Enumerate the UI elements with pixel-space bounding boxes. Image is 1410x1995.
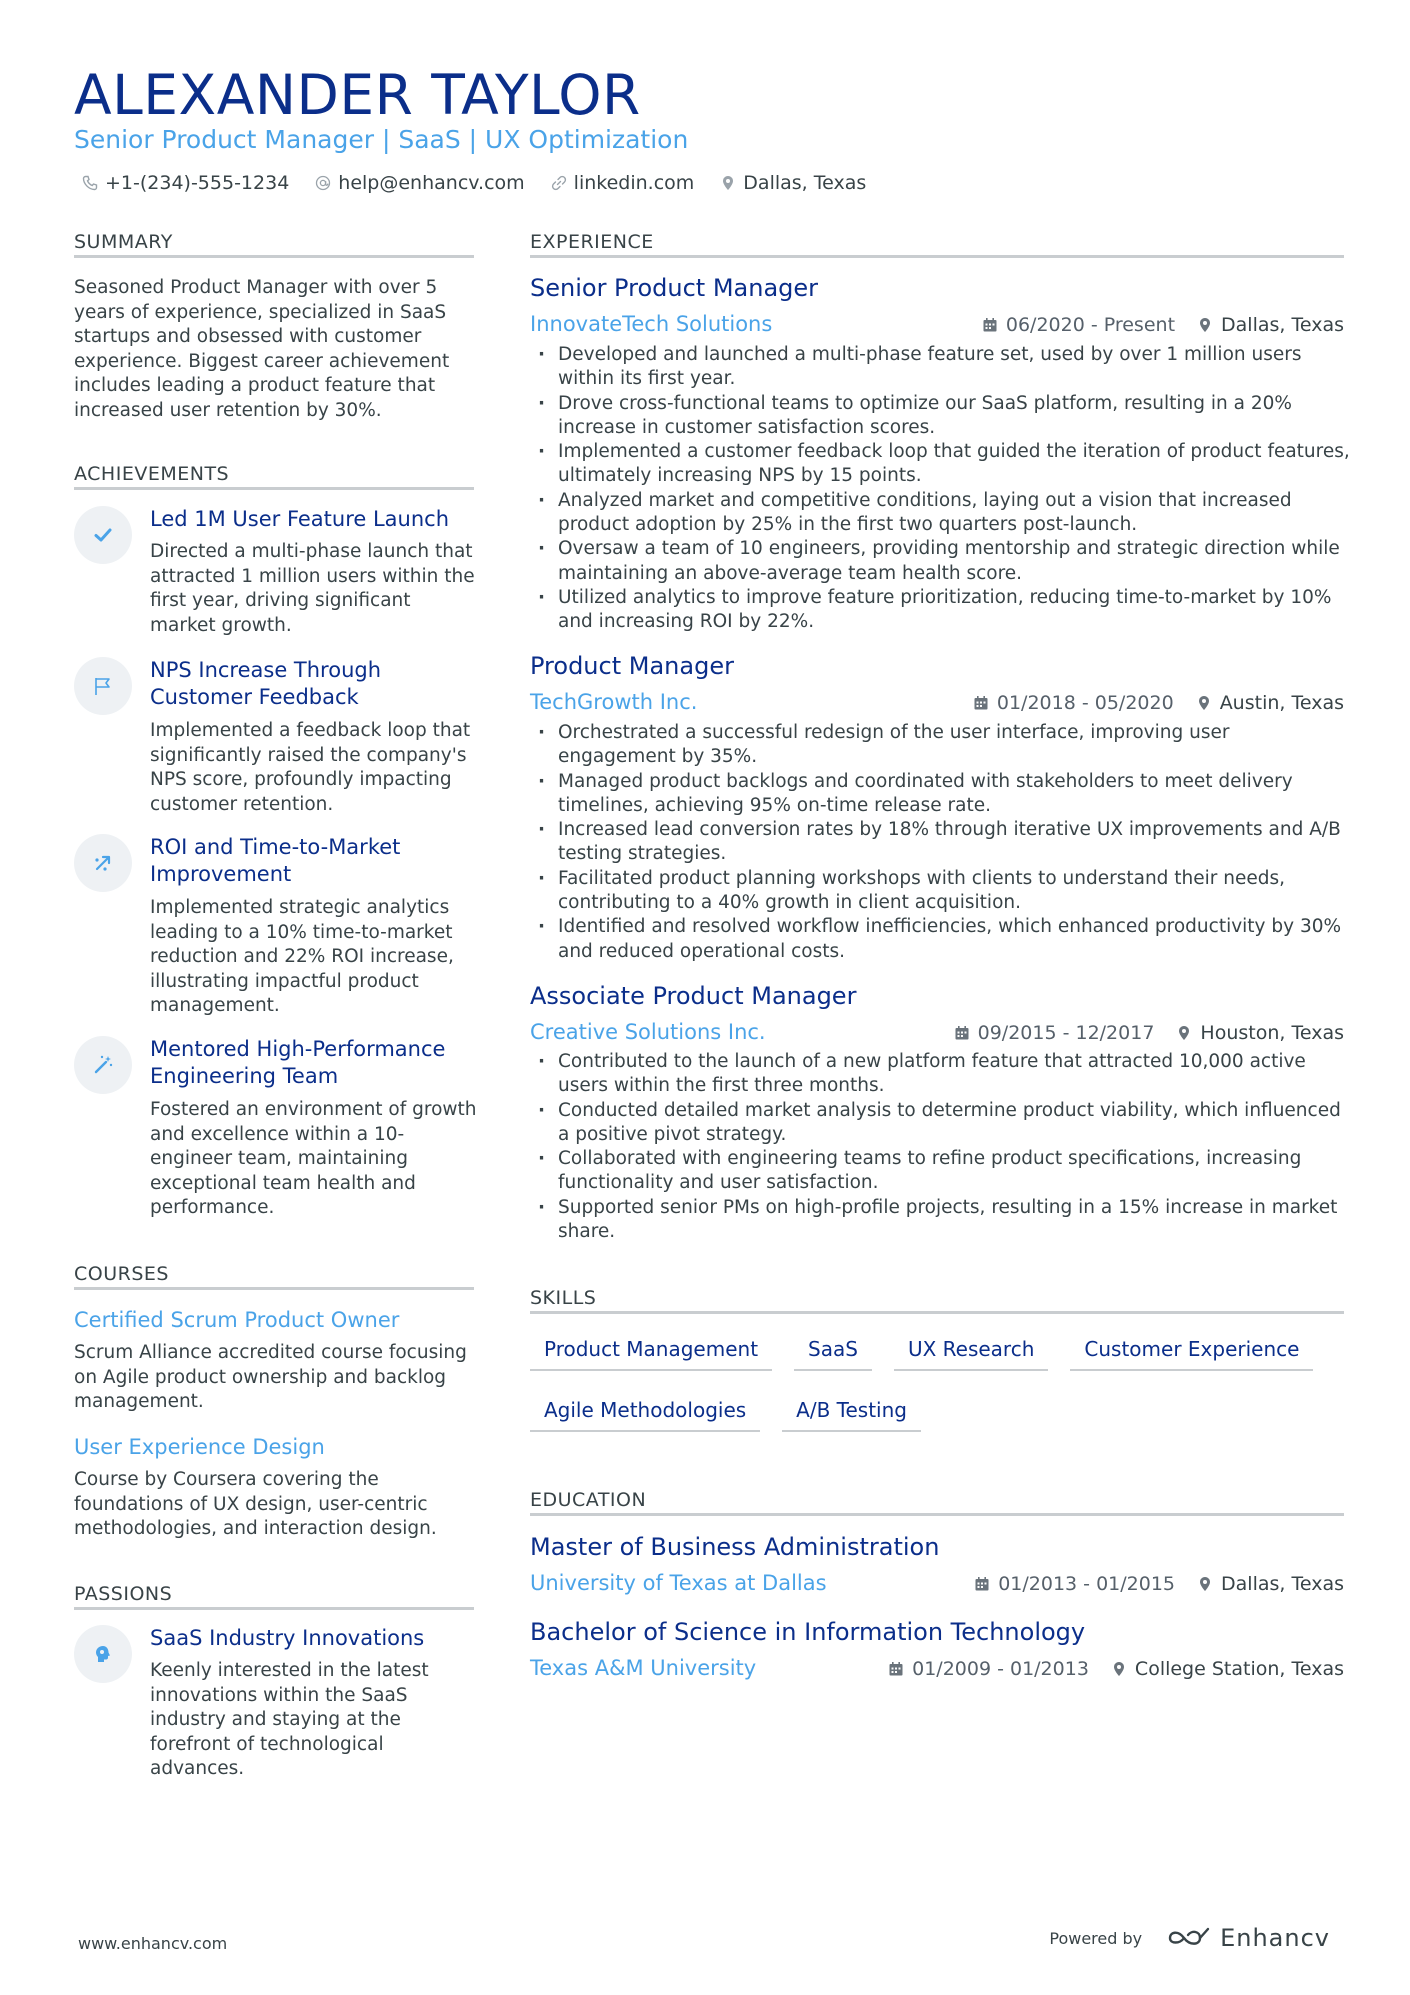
skill-tag: SaaS [794, 1331, 872, 1371]
location-icon [1111, 1661, 1127, 1677]
education-location-text: Dallas, Texas [1221, 1573, 1344, 1595]
skills-list [530, 1331, 1350, 1432]
contact-phone [82, 170, 289, 196]
courses-heading: COURSES [74, 1263, 169, 1285]
job-dates-text: 09/2015 - 12/2017 [977, 1022, 1155, 1044]
footer-brand [1049, 1924, 1330, 1952]
education-dates-text: 01/2009 - 01/2013 [912, 1658, 1089, 1680]
phone-icon [82, 175, 98, 191]
school-name: Texas A&M University [530, 1656, 757, 1680]
passion-icon-badge [74, 1625, 132, 1683]
calendar-icon [888, 1661, 904, 1677]
achievement-title: Mentored High-Performance Engineering Team [150, 1037, 446, 1088]
achievements-rule [74, 487, 474, 490]
candidate-name: ALEXANDER TAYLOR [74, 63, 641, 127]
education-location [1111, 1656, 1344, 1682]
education-dates [974, 1571, 1175, 1597]
job-dates-text: 06/2020 - Present [1005, 314, 1176, 336]
achievements-heading: ACHIEVEMENTS [74, 463, 230, 485]
job-bullets [530, 343, 1350, 635]
passions-rule [74, 1607, 474, 1610]
job-bullet: · Increased lead conversion rates by 18% through iterative UX improvements and A/B testing strategies. [530, 818, 1350, 867]
job-bullet: · Supported senior PMs on high-profile projects, resulting in a 15% increase in market share. [530, 1196, 1350, 1245]
experience-heading: EXPERIENCE [530, 231, 654, 253]
summary-text: Seasoned Product Manager with over 5 years of experience, specialized in SaaS startups and obsessed with customer experience. Biggest career achievement includes leading a product feature that increased user retention by 30%. [74, 277, 450, 421]
job-meta [954, 1020, 1344, 1046]
achievement-desc: Implemented a feedback loop that significantly raised the company's NPS score, profoundly impacting customer retention. [150, 720, 471, 815]
location-icon [1176, 1025, 1192, 1041]
skills-heading: SKILLS [530, 1287, 597, 1309]
job-dates [982, 312, 1175, 338]
experience-rule [530, 255, 1344, 258]
contact-location-text: Dallas, Texas [743, 172, 867, 194]
job-meta [982, 312, 1344, 338]
skill-tag: Customer Experience [1070, 1331, 1313, 1371]
education-dates [888, 1656, 1089, 1682]
education-rule [530, 1513, 1344, 1516]
magic-wand-icon [92, 1054, 114, 1076]
location-icon [720, 175, 736, 191]
education-location-text: College Station, Texas [1134, 1658, 1344, 1680]
job-location [1197, 312, 1344, 338]
job-bullet: · Oversaw a team of 10 engineers, providing mentorship and strategic direction while maintaining an above-average team health score. [530, 537, 1350, 586]
location-icon [1196, 695, 1212, 711]
degree-title: Master of Business Administration [530, 1533, 940, 1561]
education-heading: EDUCATION [530, 1489, 647, 1511]
contact-phone-text[interactable]: +1-(234)-555-1234 [105, 172, 290, 194]
passion-desc: Keenly interested in the latest innovations within the SaaS industry and staying at the forefront of technological advances. [150, 1660, 429, 1779]
job-bullet: · Orchestrated a successful redesign of the user interface, improving user engagement by 35%. [530, 721, 1350, 770]
job-title: Product Manager [530, 652, 734, 680]
brain-icon [92, 1643, 114, 1665]
calendar-icon [974, 1576, 990, 1592]
job-location [1196, 690, 1344, 716]
contact-linkedin [551, 170, 695, 196]
calendar-icon [982, 317, 998, 333]
contact-linkedin-text[interactable]: linkedin.com [573, 172, 695, 194]
job-title: Senior Product Manager [530, 274, 819, 302]
job-company: InnovateTech Solutions [530, 312, 773, 336]
contact-email-text[interactable]: help@enhancv.com [338, 172, 525, 194]
job-location-text: Austin, Texas [1219, 692, 1344, 714]
job-bullet: · Managed product backlogs and coordinated with stakeholders to meet delivery timelines, achieving 95% on-time release rate. [530, 770, 1350, 819]
job-company: Creative Solutions Inc. [530, 1020, 766, 1044]
job-bullet: · Analyzed market and competitive conditions, laying out a vision that increased product adoption by 25% in the first two quarters post-launch. [530, 489, 1350, 538]
enhancv-logo[interactable] [1166, 1924, 1330, 1952]
achievement-title: Led 1M User Feature Launch [150, 507, 450, 531]
education-meta [888, 1656, 1344, 1682]
course-title: Certified Scrum Product Owner [74, 1308, 400, 1332]
headline: Senior Product Manager | SaaS | UX Optimization [74, 125, 689, 154]
achievement-desc: Directed a multi-phase launch that attracted 1 million users within the first year, driving significant market growth. [150, 541, 475, 636]
job-bullet: · Identified and resolved workflow inefficiencies, which enhanced productivity by 30% and reduced operational costs. [530, 915, 1350, 964]
job-dates-text: 01/2018 - 05/2020 [996, 692, 1174, 714]
contact-email [315, 170, 524, 196]
course-title: User Experience Design [74, 1435, 325, 1459]
skill-tag: UX Research [894, 1331, 1048, 1371]
job-meta [973, 690, 1344, 716]
skill-tag: A/B Testing [782, 1392, 921, 1432]
achievement-icon-badge [74, 834, 132, 892]
contact-location [720, 170, 866, 196]
courses-rule [74, 1287, 474, 1290]
enhancv-logo-icon [1166, 1925, 1212, 1951]
calendar-icon [973, 695, 989, 711]
link-icon [551, 175, 567, 191]
location-icon [1197, 1576, 1213, 1592]
degree-title: Bachelor of Science in Information Technology [530, 1618, 1086, 1646]
footer-website[interactable]: www.enhancv.com [78, 1934, 228, 1953]
job-bullet: · Implemented a customer feedback loop that guided the iteration of product features, ultimately increasing NPS by 15 points. [530, 440, 1350, 489]
job-bullet: · Conducted detailed market analysis to determine product viability, which influenced a positive pivot strategy. [530, 1099, 1350, 1148]
flag-icon [92, 675, 114, 697]
education-meta [974, 1571, 1344, 1597]
achievement-icon-badge [74, 657, 132, 715]
check-icon [92, 524, 114, 546]
job-bullet: · Collaborated with engineering teams to refine product specifications, increasing functionality and user satisfaction. [530, 1147, 1350, 1196]
skill-tag: Product Management [530, 1331, 772, 1371]
education-location [1197, 1571, 1344, 1597]
job-bullet: · Contributed to the launch of a new platform feature that attracted 10,000 active users within the first three months. [530, 1050, 1350, 1099]
job-location-text: Houston, Texas [1200, 1022, 1344, 1044]
job-dates [973, 690, 1174, 716]
school-name: University of Texas at Dallas [530, 1571, 827, 1595]
job-company: TechGrowth Inc. [530, 690, 698, 714]
achievement-title: NPS Increase Through Customer Feedback [150, 658, 382, 709]
contact-bar [82, 170, 866, 196]
job-title: Associate Product Manager [530, 982, 857, 1010]
job-bullet: · Utilized analytics to improve feature prioritization, reducing time-to-market by 10% and increasing ROI by 22%. [530, 586, 1350, 635]
job-bullets [530, 1050, 1350, 1244]
achievement-icon-badge [74, 1036, 132, 1094]
enhancv-logo-text: Enhancv [1220, 1924, 1330, 1952]
education-dates-text: 01/2013 - 01/2015 [998, 1573, 1176, 1595]
summary-rule [74, 255, 474, 258]
passion-title: SaaS Industry Innovations [150, 1626, 425, 1650]
achievement-icon-badge [74, 506, 132, 564]
job-location-text: Dallas, Texas [1221, 314, 1344, 336]
course-desc: Scrum Alliance accredited course focusing on Agile product ownership and backlog management. [74, 1342, 467, 1412]
sparkle-arrow-icon [92, 852, 114, 874]
at-icon [315, 175, 331, 191]
job-dates [954, 1020, 1155, 1046]
job-location [1176, 1020, 1344, 1046]
course-desc: Course by Coursera covering the foundations of UX design, user-centric methodologies, and interaction design. [74, 1469, 437, 1539]
job-bullet: · Facilitated product planning workshops with clients to understand their needs, contributing to a 40% growth in client acquisition. [530, 867, 1350, 916]
job-bullet: · Drove cross-functional teams to optimize our SaaS platform, resulting in a 20% increase in customer satisfaction scores. [530, 392, 1350, 441]
skill-tag: Agile Methodologies [530, 1392, 760, 1432]
job-bullet: · Developed and launched a multi-phase feature set, used by over 1 million users within its first year. [530, 343, 1350, 392]
achievement-desc: Fostered an environment of growth and excellence within a 10-engineer team, maintaining exceptional team health and performance. [150, 1099, 477, 1218]
powered-by-label: Powered by [1049, 1928, 1143, 1948]
passions-heading: PASSIONS [74, 1583, 173, 1605]
calendar-icon [954, 1025, 970, 1041]
summary-heading: SUMMARY [74, 231, 173, 253]
location-icon [1197, 317, 1213, 333]
skills-rule [530, 1311, 1344, 1314]
achievement-title: ROI and Time-to-Market Improvement [150, 835, 401, 886]
job-bullets [530, 721, 1350, 964]
achievement-desc: Implemented strategic analytics leading to a 10% time-to-market reduction and 22% ROI increase, illustrating impactful product management. [150, 897, 454, 1016]
